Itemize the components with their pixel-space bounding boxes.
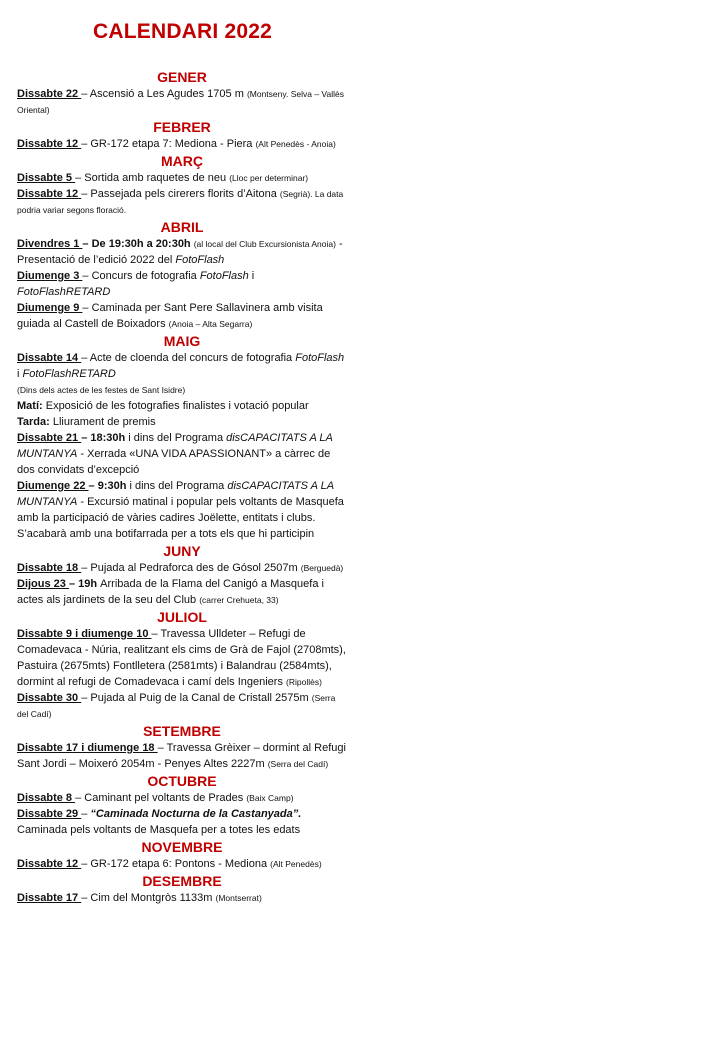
- entry-date: Dijous 23: [17, 578, 69, 590]
- calendar-entry: [17, 350, 347, 382]
- month-heading: OCTUBRE: [147, 773, 217, 789]
- entry-text: Tarda:: [17, 416, 50, 428]
- calendar-entry: [17, 806, 347, 838]
- entry-text: FotoFlash: [199, 270, 249, 282]
- calendar-entry: [17, 136, 347, 152]
- entry-text: Arribada de la Flama del Canigó a Masquefa i actes als jardinets de la seu del Club: [17, 578, 324, 606]
- entry-text: - Presentació de l’edició 2022 del: [17, 238, 343, 266]
- entry-text: – Pujada al Pedraforca des de Gósol 2507m: [81, 562, 301, 574]
- calendar-entry: [17, 890, 347, 906]
- entry-text: i: [17, 368, 23, 380]
- entry-text: Lliurament de premis: [49, 416, 156, 428]
- entry-date: Diumenge 3: [17, 270, 83, 282]
- calendar-entry: [17, 478, 347, 542]
- entry-date: Dissabte 12: [17, 858, 82, 870]
- entry-text: - Excursió matinal i popular pels voltants de Masquefa amb la participació de vàries cadires Joëlette, entitats i clubs. S’acabarà amb una botifarrada per a tots els que hi participin: [17, 496, 344, 540]
- entry-text: – GR-172 etapa 6: Pontons - Mediona: [81, 858, 271, 870]
- entry-date: Diumenge 22: [17, 480, 89, 492]
- calendar-entry: [17, 268, 347, 300]
- entry-text: – 18:30h: [81, 432, 129, 444]
- calendar-entry: [17, 856, 347, 872]
- entry-text: – Sortida amb raquetes de neu: [75, 172, 230, 184]
- month-heading: MARÇ: [161, 153, 203, 169]
- entry-text: - Xerrada «UNA VIDA APASSIONANT» a càrrec de dos convidats d’excepció: [17, 448, 331, 476]
- entry-text: (Dins dels actes de les festes de Sant Isidre): [17, 385, 186, 395]
- entry-date: Dissabte 5: [17, 172, 76, 184]
- entry-date: Dissabte 29: [17, 808, 82, 820]
- entry-date: Dissabte 14: [17, 352, 82, 364]
- entry-text: –: [81, 808, 91, 820]
- page-title: CALENDARI 2022: [92, 20, 272, 43]
- month-heading: GENER: [157, 69, 207, 85]
- calendar-entry: [17, 740, 347, 772]
- calendar-list: [17, 68, 347, 906]
- entry-text: – 9:30h: [88, 480, 130, 492]
- month-heading: JULIOL: [157, 609, 207, 625]
- calendar-entry: [17, 86, 347, 118]
- entry-text: – De 19:30h a 20:30h: [82, 238, 194, 250]
- entry-text: disCAPACITATS A LA MUNTANYA: [17, 432, 333, 460]
- month-heading: JUNY: [163, 543, 201, 559]
- entry-text: – Travessa Grèixer – dormint al Refugi Sant Jordi – Moixeró 2054m - Penyes Altes 2227m: [17, 742, 346, 770]
- entry-text: – Pujada al Puig de la Canal de Cristall 2575m: [81, 692, 312, 704]
- entry-date: Dissabte 12: [17, 138, 82, 150]
- entry-text: i: [248, 270, 255, 282]
- entry-text: – Acte de cloenda del concurs de fotografia: [81, 352, 296, 364]
- entry-date: Dissabte 30: [17, 692, 82, 704]
- entry-text: – Passejada pels cirerers florits d’Aitona: [81, 188, 280, 200]
- entry-text: (Alt Penedès - Anoia): [255, 139, 336, 149]
- entry-date: Dissabte 17 i diumenge 18: [17, 742, 158, 754]
- entry-text: (Baix Camp): [246, 793, 294, 803]
- entry-text: FotoFlash: [295, 352, 345, 364]
- entry-text: Caminada pels voltants de Masquefa per a totes les edats: [17, 824, 301, 836]
- entry-date: Dissabte 8: [17, 792, 76, 804]
- entry-text: i dins del Programa: [128, 432, 227, 444]
- entry-text: “Caminada Nocturna de la Castanyada”.: [90, 808, 302, 820]
- entry-date: Dissabte 9 i diumenge 10: [17, 628, 152, 640]
- calendar-entry: [17, 430, 347, 478]
- entry-text: – Ascensió a Les Agudes 1705 m: [81, 88, 247, 100]
- calendar-entry: [17, 576, 347, 608]
- month-heading: ABRIL: [160, 219, 204, 235]
- calendar-entry: [17, 690, 347, 722]
- calendar-entry: [17, 170, 347, 186]
- calendar-entry: [17, 236, 347, 268]
- entry-text: FotoFlash: [175, 254, 225, 266]
- entry-date: Dissabte 18: [17, 562, 82, 574]
- month-heading: FEBRER: [153, 119, 211, 135]
- entry-text: (al local del Club Excursionista Anoia): [193, 239, 336, 249]
- entry-text: – Travessa Ulldeter – Refugi de Comadevaca - Núria, realitzant els cims de Grà de Fajol (2708mts), Pastuira (2675mts) Fontlletera (2581mts) i Balandrau (2584mts), dormint al refugi de Comadevaca i camí dels Ingeniers: [17, 628, 346, 688]
- entry-text: disCAPACITATS A LA MUNTANYA: [17, 480, 334, 508]
- calendar-entry: [17, 790, 347, 806]
- entry-date: Divendres 1: [17, 238, 83, 250]
- calendar-entry: [17, 382, 347, 398]
- calendar-entry: [17, 186, 347, 218]
- entry-text: – Concurs de fotografia: [82, 270, 200, 282]
- entry-text: (Serra del Cadí): [17, 693, 336, 719]
- entry-text: (Montseny. Selva – Vallès Oriental): [17, 89, 344, 115]
- entry-text: Exposició de les fotografies finalistes i votació popular: [42, 400, 309, 412]
- entry-text: FotoFlashRETARD: [17, 286, 111, 298]
- entry-text: (Serra del Cadí): [267, 759, 329, 769]
- month-heading: DESEMBRE: [142, 873, 222, 889]
- entry-text: (Montserrat): [215, 893, 262, 903]
- entry-text: (carrer Crehueta, 33): [199, 595, 279, 605]
- entry-text: – Caminant pel voltants de Prades: [75, 792, 247, 804]
- entry-text: (Anoia – Alta Segarra): [168, 319, 253, 329]
- calendar-entry: [17, 626, 347, 690]
- month-heading: MAIG: [163, 333, 201, 349]
- entry-text: (Ripollès): [286, 677, 322, 687]
- entry-text: i dins del Programa: [129, 480, 228, 492]
- entry-date: Diumenge 9: [17, 302, 83, 314]
- entry-text: FotoFlashRETARD: [22, 368, 116, 380]
- entry-text: (Lloc per determinar): [229, 173, 309, 183]
- entry-text: – GR-172 etapa 7: Mediona - Piera: [81, 138, 256, 150]
- calendar-entry: [17, 414, 347, 430]
- entry-text: Matí:: [17, 400, 43, 412]
- entry-date: Dissabte 22: [17, 88, 82, 100]
- month-heading: NOVEMBRE: [141, 839, 223, 855]
- calendar-entry: [17, 300, 347, 332]
- entry-text: – Cim del Montgròs 1133m: [81, 892, 216, 904]
- entry-date: Dissabte 21: [17, 432, 82, 444]
- entry-text: (Segrià). La data podria variar segons floració.: [17, 189, 344, 215]
- calendar-entry: [17, 398, 347, 414]
- entry-text: – 19h: [68, 578, 101, 590]
- entry-text: (Berguedà): [300, 563, 344, 573]
- entry-date: Dissabte 12: [17, 188, 82, 200]
- month-heading: SETEMBRE: [143, 723, 221, 739]
- entry-text: – Caminada per Sant Pere Sallavinera amb visita guiada al Castell de Boixadors: [17, 302, 323, 330]
- calendar-entry: [17, 560, 347, 576]
- entry-text: (Alt Penedès): [270, 859, 322, 869]
- entry-date: Dissabte 17: [17, 892, 82, 904]
